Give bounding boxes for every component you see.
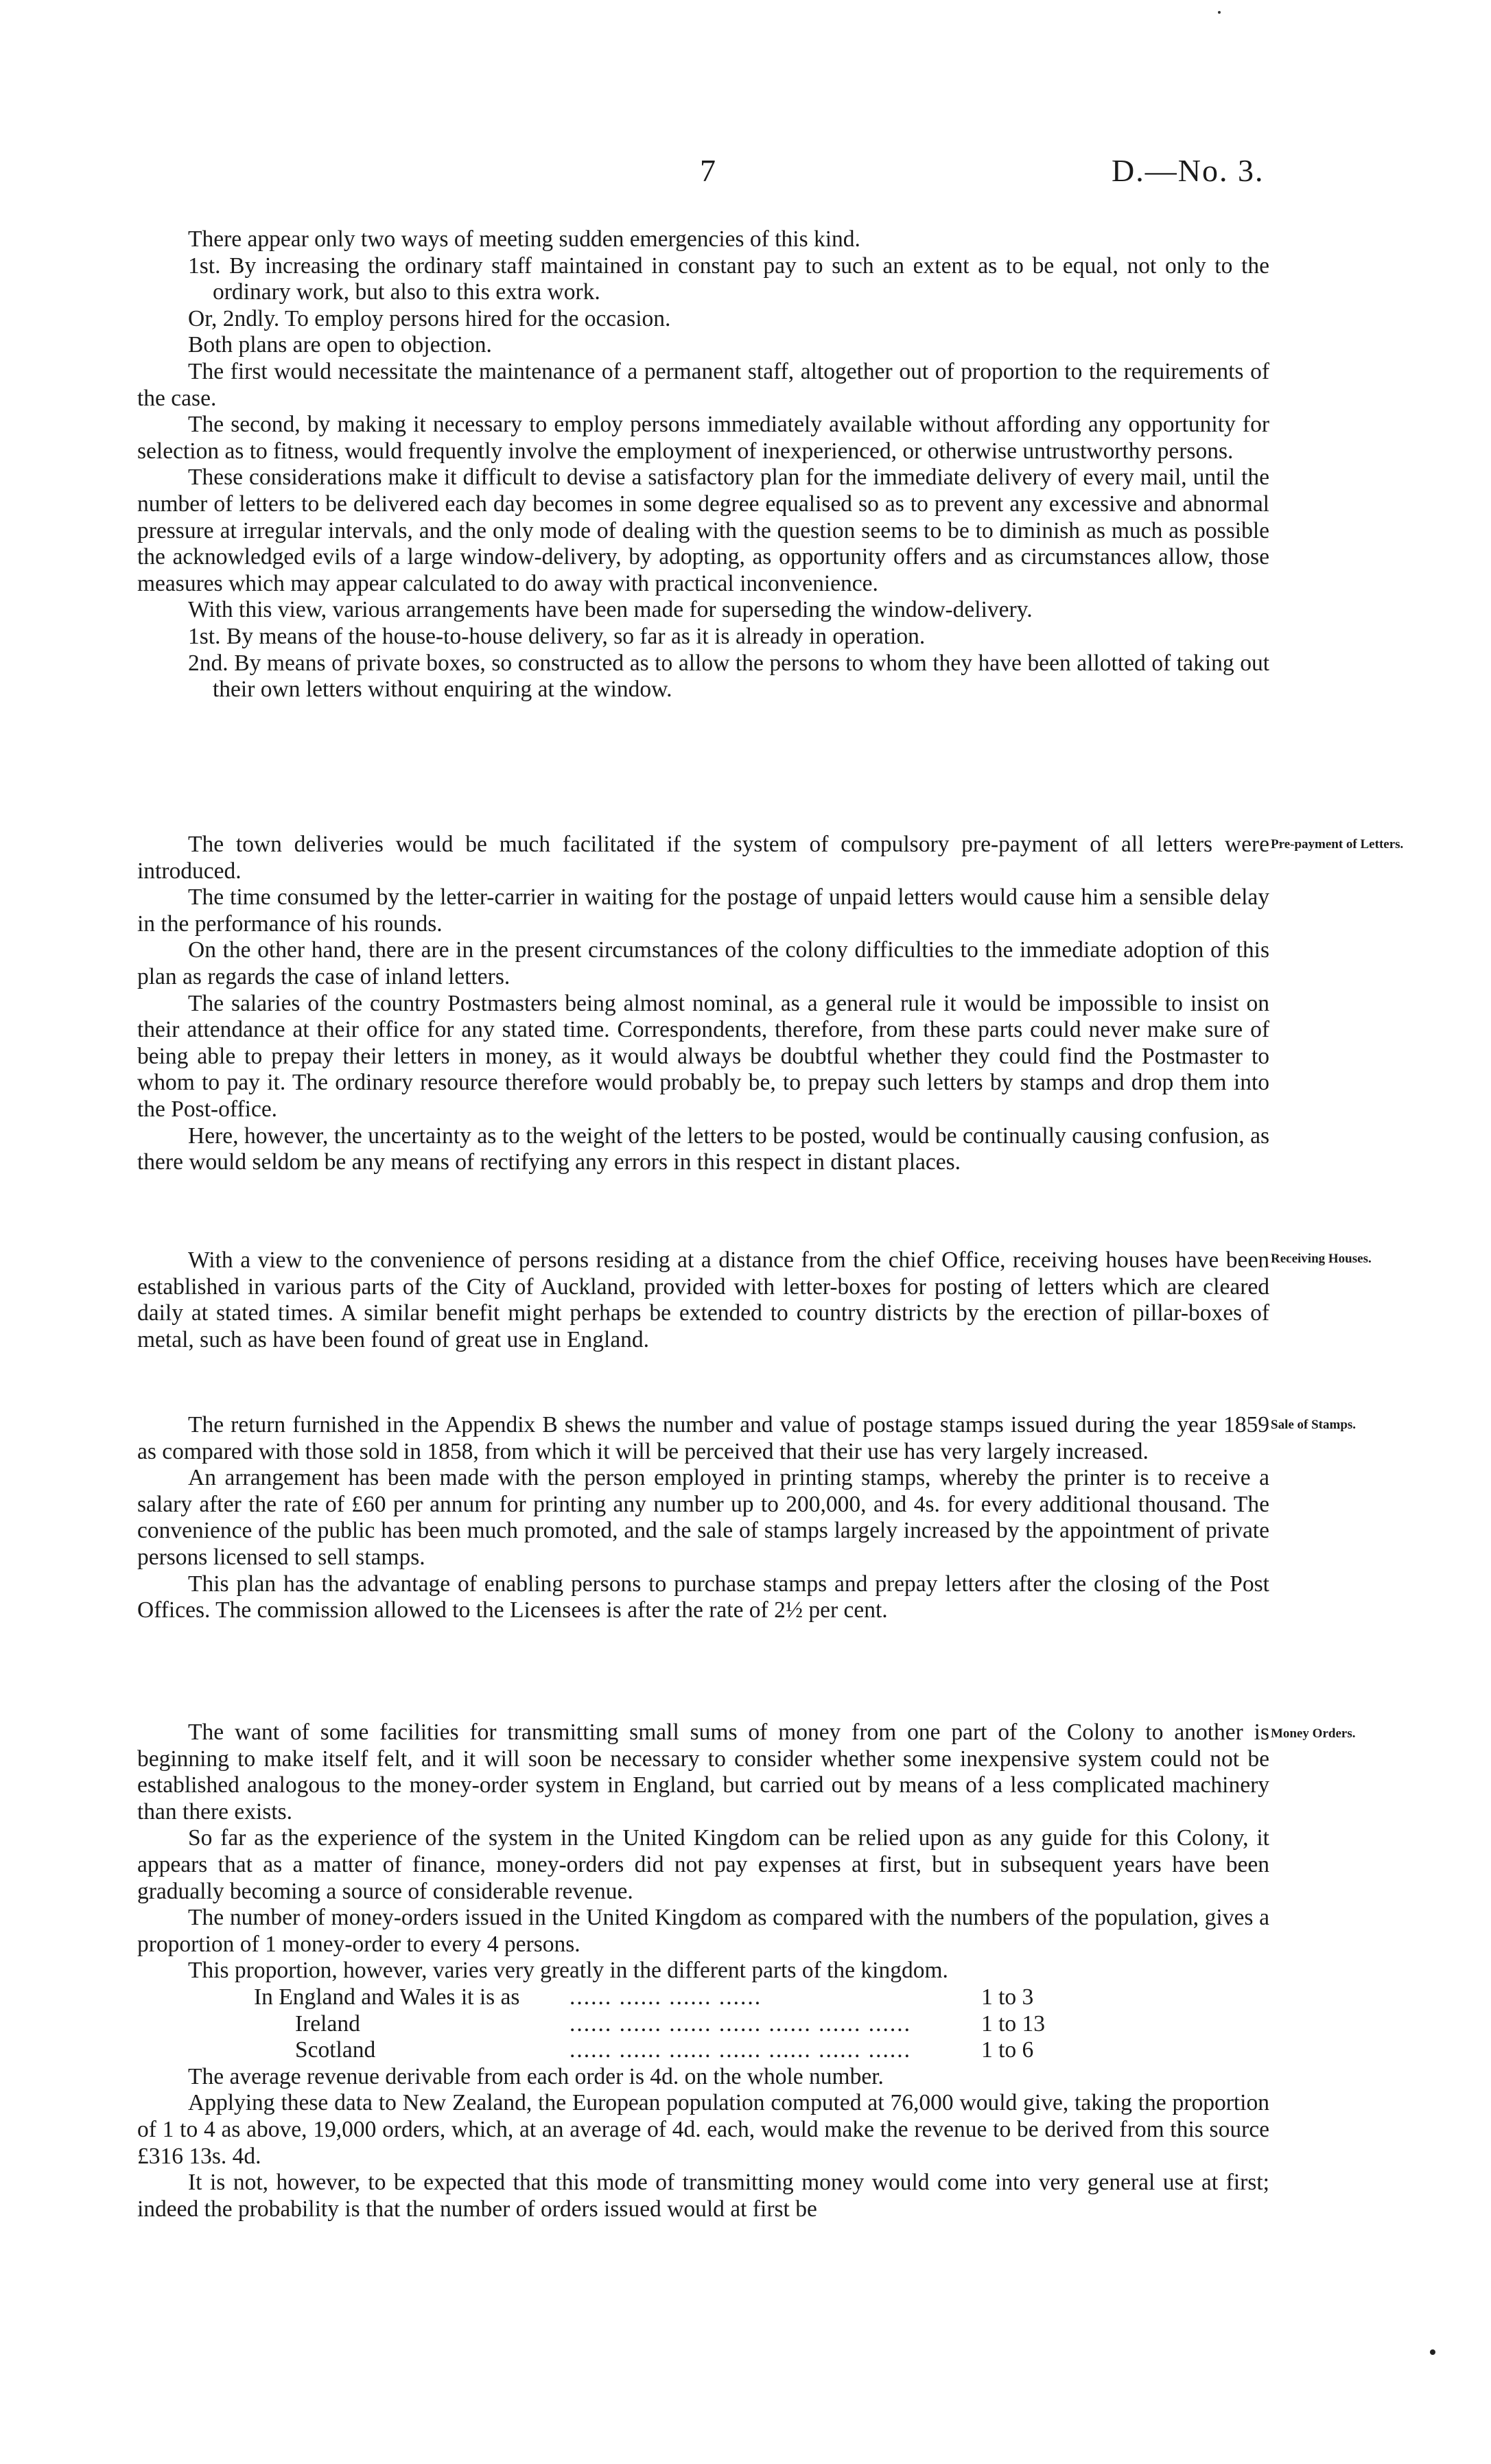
section-money-orders	[137, 1720, 1269, 2222]
ratio-value: 1 to 13	[981, 2010, 1046, 2037]
paragraph: On the other hand, there are in the present circumstances of the colony difficulties to the immediate adoption of this plan as regards the case of inland letters.	[137, 937, 1269, 989]
paragraph: 2nd. By means of private boxes, so constructed as to allow the persons to whom they have been allotted of taking out their own letters without enquiring at the window.	[188, 650, 1269, 703]
document-reference: D.—No. 3.	[1112, 153, 1265, 188]
paragraph: This proportion, however, varies very greatly in the different parts of the kingdom.	[188, 1958, 948, 1984]
region-label: Scotland	[295, 2037, 376, 2063]
paragraph: The town deliveries would be much facilitated if the system of compulsory pre-payment of all letters were introduced.	[137, 832, 1269, 884]
section-receiving-houses	[137, 1247, 1269, 1353]
paragraph: Or, 2ndly. To employ persons hired for the occasion.	[188, 305, 671, 331]
paragraph: The return furnished in the Appendix B shews the number and value of postage stamps issued during the year 1859 as compared with those sold in 1858, from which it will be perceived that their use has very largely increased.	[137, 1412, 1269, 1464]
paragraph: With this view, various arrangements have been made for superseding the window-delivery.	[188, 597, 1033, 623]
paragraph: So far as the experience of the system in the United Kingdom can be relied upon as any guide for this Colony, it appears that as a matter of finance, money-orders did not pay expenses at first, but in subsequent years have been gradually becoming a source of considerable revenue.	[137, 1825, 1269, 1904]
leader-dots: ...... ...... ...... ...... ...... ...... ......	[570, 2037, 911, 2063]
proportion-row	[254, 2037, 1269, 2064]
proportion-table	[137, 1984, 1269, 2064]
paragraph: Here, however, the uncertainty as to the weight of the letters to be posted, would be continually causing confusion, as there would seldom be any means of rectifying any errors in this respect in distant places.	[137, 1123, 1269, 1175]
page-number: 7	[700, 153, 716, 188]
paragraph: 1st. By increasing the ordinary staff maintained in constant pay to such an extent as to be equal, not only to the ordinary work, but also to this extra work.	[188, 253, 1269, 305]
ratio-value: 1 to 3	[981, 1984, 1034, 2010]
margin-note-sale-of-stamps: Sale of Stamps.	[1271, 1418, 1357, 1432]
proportion-row	[254, 1984, 1269, 2011]
margin-note-money-orders: Money Orders.	[1271, 1726, 1356, 1741]
paragraph: The time consumed by the letter-carrier in waiting for the postage of unpaid letters would cause him a sensible delay in the performance of his rounds.	[137, 884, 1269, 937]
paragraph: An arrangement has been made with the person employed in printing stamps, whereby the printer is to receive a salary after the rate of £60 per annum for printing any number up to 200,000, and 4s. for every additional thousand. The convenience of the public has been much promoted, and the sale of stamps largely increased by the appointment of private persons licensed to sell stamps.	[137, 1465, 1269, 1570]
paragraph: With a view to the convenience of persons residing at a distance from the chief Office, receiving houses have been established in various parts of the City of Auckland, provided with letter-boxes for posting of letters which are cleared daily at stated times. A similar benefit might perhaps be extended to country districts by the erection of pillar-boxes of metal, such as have been found of great use in England.	[137, 1247, 1269, 1352]
region-label: In England and Wales it is as	[254, 1984, 520, 2010]
ratio-value: 1 to 6	[981, 2037, 1034, 2063]
region-label: Ireland	[295, 2010, 360, 2037]
paragraph: This plan has the advantage of enabling persons to purchase stamps and prepay letters after the closing of the Post Offices. The commission allowed to the Licensees is after the rate of 2½ per cent.	[137, 1571, 1269, 1623]
section-prepayment	[137, 832, 1269, 1176]
section-emergencies	[137, 226, 1269, 703]
paragraph: The salaries of the country Postmasters being almost nominal, as a general rule it would be impossible to insist on their attendance at their office for any stated time. Correspondents, therefore, from these parts could never make sure of being able to prepay their letters in money, as it would always be doubtful whether they could find the Postmaster to whom to pay it. The ordinary resource therefore would probably be, to prepay such letters by stamps and drop them into the Post-office.	[137, 990, 1269, 1122]
paragraph: The want of some facilities for transmitting small sums of money from one part of the Colony to another is beginning to make itself felt, and it will soon be necessary to consider whether some inexpensive system could not be established analogous to the money-order system in England, but carried out by means of a less complicated machinery than there exists.	[137, 1720, 1269, 1824]
leader-dots: ...... ...... ...... ......	[570, 1984, 762, 2010]
paragraph: Applying these data to New Zealand, the European population computed at 76,000 would give, taking the proportion of 1 to 4 as above, 19,000 orders, which, at an average of 4d. each, would make the revenue to be derived from this source £316 13s. 4d.	[137, 2090, 1269, 2169]
ink-speck	[1430, 2349, 1435, 2355]
paragraph: The second, by making it necessary to employ persons immediately available without affording any opportunity for selection as to fitness, would frequently involve the employment of inexperienced, or otherwise untrustworthy persons.	[137, 412, 1269, 464]
paragraph: The number of money-orders issued in the United Kingdom as compared with the numbers of the population, gives a proportion of 1 money-order to every 4 persons.	[137, 1905, 1269, 1957]
section-sale-of-stamps	[137, 1412, 1269, 1624]
margin-note-receiving-houses: Receiving Houses.	[1271, 1252, 1372, 1266]
paragraph: These considerations make it difficult to devise a satisfactory plan for the immediate delivery of every mail, until the number of letters to be delivered each day becomes in some degree equalised so as to prevent any excessive and abnormal pressure at irregular intervals, and the only mode of dealing with the question seems to be to diminish as much as possible the acknowledged evils of a large window-delivery, by adopting, as opportunity offers and as circumstances allow, those measures which may appear calculated to do away with practical inconvenience.	[137, 465, 1269, 596]
proportion-row	[254, 2011, 1269, 2038]
paragraph: The first would necessitate the maintenance of a permanent staff, altogether out of proportion to the requirements of the case.	[137, 358, 1269, 411]
paragraph: The average revenue derivable from each order is 4d. on the whole number.	[188, 2063, 884, 2089]
paragraph: Both plans are open to objection.	[188, 332, 492, 358]
margin-note-prepayment: Pre-payment of Letters.	[1271, 837, 1404, 852]
paragraph: It is not, however, to be expected that this mode of transmitting money would come into very general use at first; indeed the probability is that the number of orders issued would at first be	[137, 2170, 1269, 2222]
leader-dots: ...... ...... ...... ...... ...... ...... ......	[570, 2010, 911, 2037]
paragraph: 1st. By means of the house-to-house delivery, so far as it is already in operation.	[188, 623, 926, 649]
speck-mark	[1218, 11, 1221, 14]
paragraph: There appear only two ways of meeting sudden emergencies of this kind.	[188, 226, 860, 252]
